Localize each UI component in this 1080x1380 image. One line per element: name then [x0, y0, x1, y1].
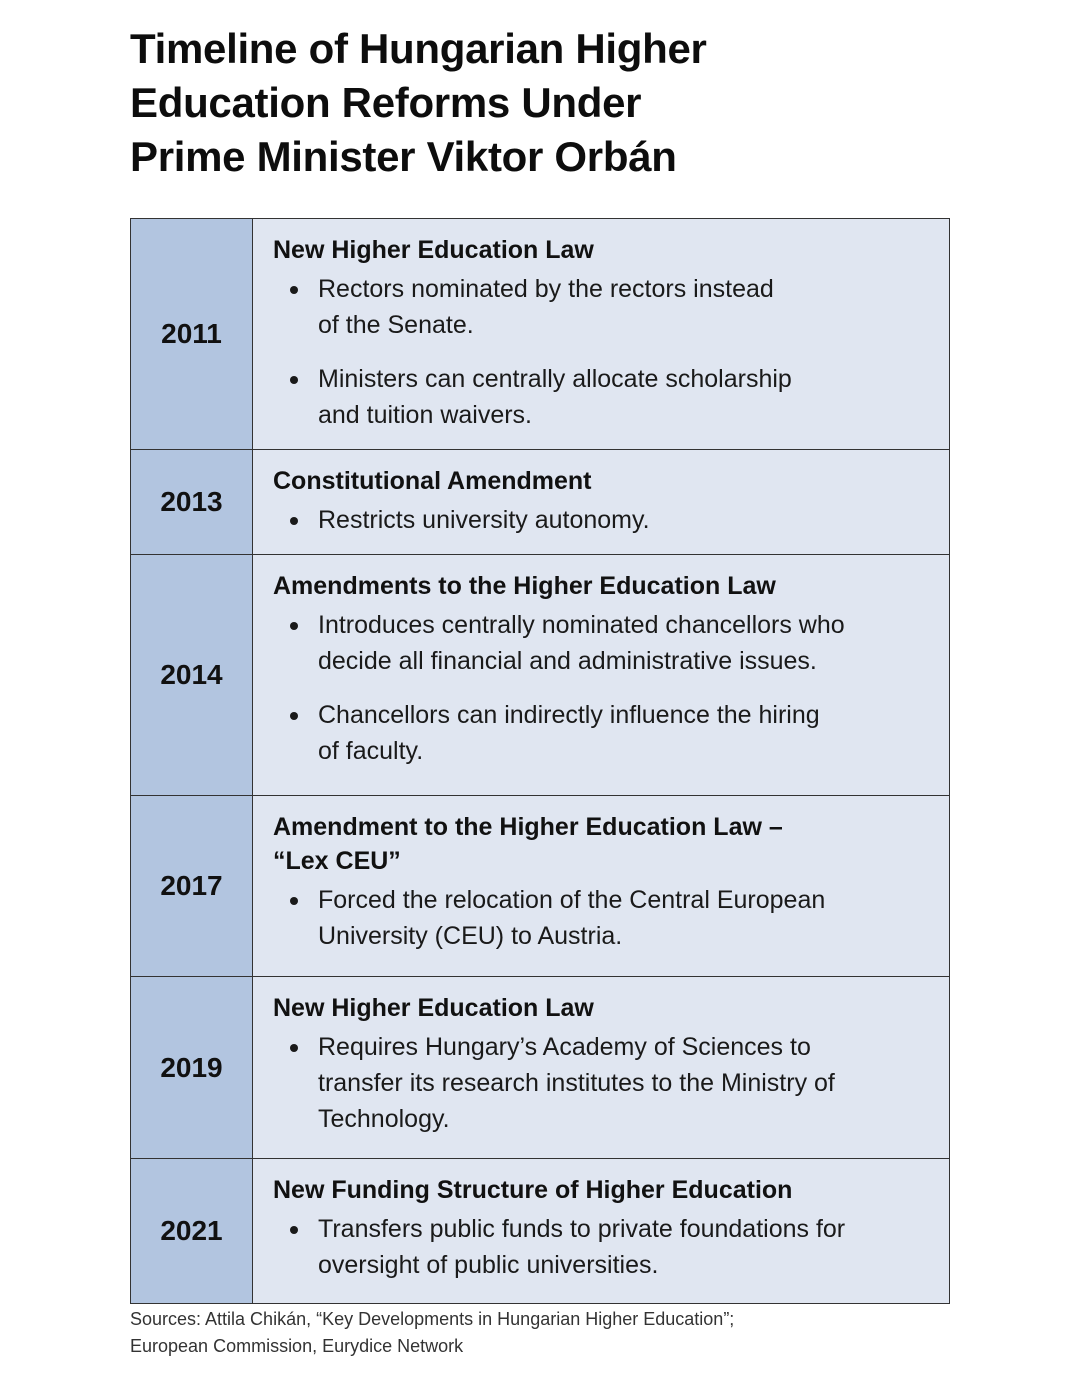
event-title — [273, 464, 929, 498]
bullet-line: Requires Hungary’s Academy of Sciences to — [318, 1033, 811, 1061]
event-title — [273, 569, 929, 603]
event-content — [253, 219, 950, 450]
event-title — [273, 1173, 929, 1207]
event-content — [253, 796, 950, 977]
page-title — [130, 22, 950, 184]
event-content — [253, 977, 950, 1159]
event-content — [253, 450, 950, 555]
title-line: Timeline of Hungarian Higher — [130, 25, 707, 72]
bullet-item — [273, 697, 929, 769]
sources-line: Sources: Attila Chikán, “Key Developments in Hungarian Higher Education”; — [130, 1309, 735, 1329]
timeline-row — [131, 1159, 950, 1304]
event-title — [273, 991, 929, 1025]
bullet-list — [273, 502, 929, 538]
timeline-row — [131, 796, 950, 977]
timeline-row — [131, 450, 950, 555]
timeline-body — [131, 219, 950, 1304]
bullet-icon — [290, 517, 298, 525]
bullet-icon — [290, 712, 298, 720]
bullet-list — [273, 1029, 929, 1137]
year-cell: 2017 — [131, 796, 253, 977]
bullet-item — [273, 1211, 929, 1283]
bullet-icon — [290, 376, 298, 384]
event-title-line: “Lex CEU” — [273, 847, 401, 875]
bullet-line: of faculty. — [318, 737, 424, 765]
bullet-line: Ministers can centrally allocate scholarship — [318, 365, 792, 393]
timeline-row — [131, 219, 950, 450]
bullet-list — [273, 271, 929, 433]
bullet-list — [273, 882, 929, 954]
bullet-icon — [290, 897, 298, 905]
timeline-row — [131, 977, 950, 1159]
bullet-line: Restricts university autonomy. — [318, 506, 650, 534]
bullet-line: of the Senate. — [318, 311, 474, 339]
bullet-item — [273, 607, 929, 679]
bullet-icon — [290, 286, 298, 294]
bullet-line: and tuition waivers. — [318, 401, 533, 429]
bullet-icon — [290, 622, 298, 630]
bullet-icon — [290, 1226, 298, 1234]
title-line: Prime Minister Viktor Orbán — [130, 133, 677, 180]
bullet-line: Transfers public funds to private foundations for — [318, 1215, 846, 1243]
event-title-line: New Higher Education Law — [273, 994, 594, 1022]
event-title-line: Amendment to the Higher Education Law – — [273, 813, 783, 841]
bullet-item — [273, 502, 929, 538]
event-title — [273, 233, 929, 267]
year-cell: 2019 — [131, 977, 253, 1159]
event-title-line: New Higher Education Law — [273, 236, 594, 264]
timeline-table — [130, 218, 950, 1304]
title-line: Education Reforms Under — [130, 79, 642, 126]
timeline-row — [131, 555, 950, 796]
year-cell: 2011 — [131, 219, 253, 450]
bullet-line: Chancellors can indirectly influence the hiring — [318, 701, 820, 729]
bullet-line: decide all financial and administrative issues. — [318, 647, 817, 675]
bullet-line: Forced the relocation of the Central European — [318, 886, 826, 914]
event-content — [253, 555, 950, 796]
year-cell: 2014 — [131, 555, 253, 796]
year-cell: 2021 — [131, 1159, 253, 1304]
event-title-line: Constitutional Amendment — [273, 467, 592, 495]
bullet-item — [273, 882, 929, 954]
bullet-line: Introduces centrally nominated chancellors who — [318, 611, 845, 639]
event-content — [253, 1159, 950, 1304]
bullet-line: oversight of public universities. — [318, 1251, 659, 1279]
event-title — [273, 810, 929, 878]
bullet-list — [273, 607, 929, 769]
sources-note — [130, 1306, 950, 1360]
bullet-line: University (CEU) to Austria. — [318, 922, 623, 950]
bullet-line: Rectors nominated by the rectors instead — [318, 275, 774, 303]
sources-line: European Commission, Eurydice Network — [130, 1336, 464, 1356]
event-title-line: Amendments to the Higher Education Law — [273, 572, 776, 600]
bullet-line: transfer its research institutes to the Ministry of — [318, 1069, 835, 1097]
bullet-item — [273, 271, 929, 343]
bullet-icon — [290, 1044, 298, 1052]
bullet-item — [273, 1029, 929, 1137]
bullet-line: Technology. — [318, 1105, 450, 1133]
bullet-item — [273, 361, 929, 433]
bullet-list — [273, 1211, 929, 1283]
event-title-line: New Funding Structure of Higher Education — [273, 1176, 793, 1204]
year-cell: 2013 — [131, 450, 253, 555]
